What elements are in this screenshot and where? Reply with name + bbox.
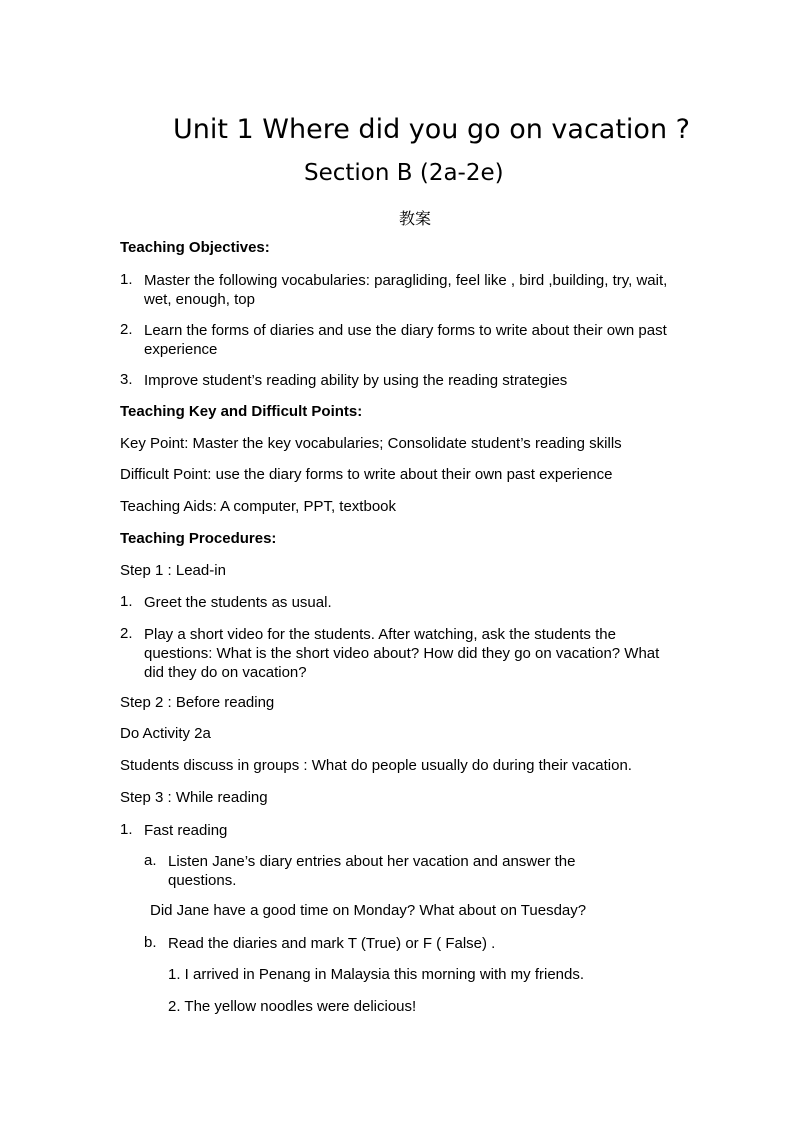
objectives-heading: Teaching Objectives: [120, 239, 270, 256]
question-text: Did Jane have a good time on Monday? What about on Tuesday? [150, 902, 587, 919]
objective-text: Master the following vocabularies: paragliding, feel like , bird ,building, try, wait, wet, enough, top [144, 272, 668, 308]
step-item-number: 2. [120, 625, 133, 642]
teaching-aids-text: Teaching Aids: A computer, PPT, textbook [120, 498, 396, 515]
objective-text: Improve student’s reading ability by using the reading strategies [144, 372, 568, 389]
step-item-text: Greet the students as usual. [144, 594, 332, 611]
key-point-text: Key Point: Master the key vocabularies; Consolidate student’s reading skills [120, 435, 622, 452]
statement-text: 1. I arrived in Penang in Malaysia this morning with my friends. [168, 966, 585, 983]
key-points-heading: Teaching Key and Difficult Points: [120, 403, 363, 420]
sub-item-letter: b. [144, 934, 157, 951]
lesson-plan-label: 教案 [399, 209, 432, 228]
objective-number: 3. [120, 371, 133, 388]
objective-text: Learn the forms of diaries and use the diary forms to write about their own past experience [144, 322, 667, 358]
statement-text: 2. The yellow noodles were delicious! [168, 998, 417, 1015]
step-item-text: Play a short video for the students. After watching, ask the students the questions: What is the short video about? How did they go on vacation? What did they do on vacation? [144, 626, 660, 681]
sub-item-text: Listen Jane’s diary entries about her vacation and answer the questions. [168, 853, 576, 889]
objective-number: 1. [120, 271, 133, 288]
objective-number: 2. [120, 321, 133, 338]
sub-item-letter: a. [144, 852, 157, 869]
step-1-heading: Step 1 : Lead-in [120, 562, 226, 579]
page-title: Unit 1 Where did you go on vacation ? [173, 114, 690, 145]
page-subtitle: Section B (2a-2e) [304, 160, 504, 186]
procedures-heading: Teaching Procedures: [120, 530, 277, 547]
step-2-heading: Step 2 : Before reading [120, 694, 275, 711]
activity-text: Do Activity 2a [120, 725, 211, 742]
step-item-number: 1. [120, 593, 133, 610]
difficult-point-text: Difficult Point: use the diary forms to write about their own past experience [120, 466, 613, 483]
sub-item-text: Read the diaries and mark T (True) or F ( False) . [168, 935, 496, 952]
step-item-number: 1. [120, 821, 133, 838]
step-3-heading: Step 3 : While reading [120, 789, 268, 806]
discussion-text: Students discuss in groups : What do people usually do during their vacation. [120, 757, 632, 774]
step-item-text: Fast reading [144, 822, 228, 839]
